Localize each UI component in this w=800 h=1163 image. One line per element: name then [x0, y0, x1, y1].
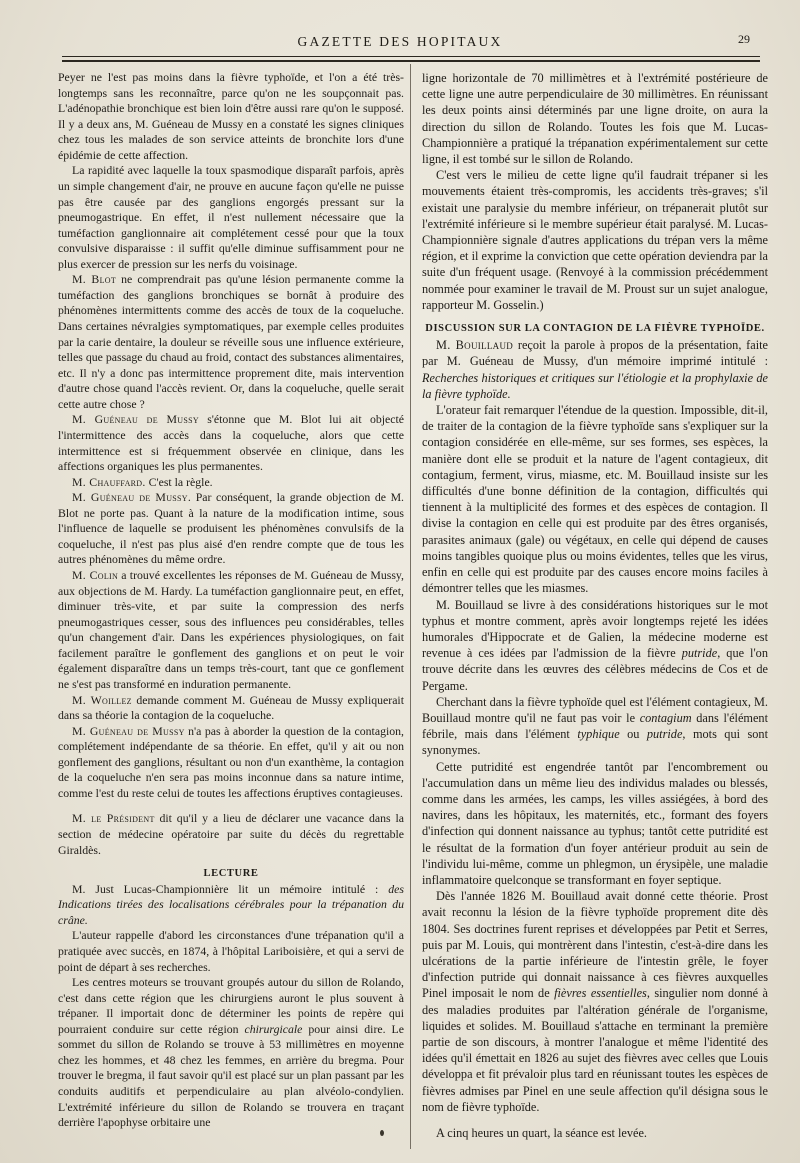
memoir-title: Recherches historiques et critiques sur l'étiologie et la prophylaxie de la fièvre typhoïde.	[422, 370, 768, 401]
speaker-name: M. Woillez	[72, 692, 132, 707]
paragraph	[422, 694, 768, 759]
speech-text: ne comprendrait pas qu'une lésion permanente comme la tuméfaction des ganglions bronchiques se bornât à produire des phénomènes intermittents comme des accès de toux de la coqueluche. Dans certaines névralgies symptomatiques, par exemple celles produites par la carie dentaire, la douleur se réveille sous une influence extérieure, telles que passage du chaud au froid, contact des substances alimentaires, etc. Il n'y a donc pas intermittence proprement dite, mais intervention d'autre chose quand l'accès revient. Or, dans la coqueluche, quelle serait cette autre chose ?	[58, 272, 404, 411]
memoir-title: des Indications tirées des localisations cérébrales pour la trépanation du crâne.	[58, 881, 404, 927]
paragraph	[58, 811, 404, 858]
speech-text: demande comment M. Guéneau de Mussy expliquerait dans sa théorie la contagion de la coqueluche.	[58, 692, 404, 723]
section-heading: LECTURE	[203, 868, 259, 880]
text-run: , que l'on trouve décrite dans les œuvres des célèbres médecins de Cos et de Pergame.	[422, 646, 768, 693]
paragraph	[58, 412, 404, 474]
speech-text: s'étonne que M. Blot lui ait objecté l'intermittence des accès dans la coqueluche, alors que cette intermittence est si fréquemment observée en clinique, dans les affections organiques les plus permanentes.	[58, 412, 405, 474]
header-rule-thick	[62, 60, 760, 62]
text-run: , singulier nom donné à des maladies produites par l'altération générale de l'organisme, liquides et solides. M. Bouillaud s'attache en terminant la première partie de son discours, à montrer l'analogue et même l'identité des idées qu'il émettait en 1826 au sujet des fièvres avec celles que Louis développa et fit prévaloir plus tard en réunissant toutes les espèces de fièvres admises par Pinel en une seule affection qu'il désigna sous le nom de fièvre typhoïde.	[422, 986, 768, 1114]
right-column	[422, 70, 768, 1141]
paragraph	[58, 975, 404, 1131]
paragraph	[422, 888, 768, 1115]
paragraph	[58, 568, 404, 693]
paragraph	[58, 693, 404, 724]
column-divider	[410, 64, 411, 1149]
paragraph: L'auteur rappelle d'abord les circonstances d'une trépanation qu'il a pratiquée avec succès, en 1874, à l'hôpital Lariboisière, et qui a servi de point de départ à ses recherches.	[58, 928, 404, 974]
paragraph: Peyer ne l'est pas moins dans la fièvre typhoïde, et l'on a été très-longtemps sans les reconnaître, parce qu'on ne les soupçonnait pas. L'adénopathie bronchique est bien loin d'être aussi rare qu'on le supposé. Il y a deux ans, M. Guéneau de Mussy en a constaté les signes cliniques chez tous les malades de son service atteints de bronchite lors d'une épidémie de cette affection.	[58, 70, 404, 162]
ink-dot	[380, 1130, 384, 1136]
text-run: M. Bouillaud se livre à des considérations historiques sur le mot typhus et montre comment, après avoir longtemps rejeté les idées humorales d'Hippocrate et de Galien, la médecine moderne est revenue à ces idées par l'admission de la fièvre	[422, 597, 768, 661]
paragraph	[58, 882, 404, 929]
speaker-name: M. Chauffard.	[72, 474, 146, 489]
speaker-name: M. Bouillaud	[436, 338, 514, 353]
speech-text: a trouvé excellentes les réponses de M. Guéneau de Mussy, aux objections de M. Hardy. La tuméfaction ganglionnaire peut, en effet, diminuer très-vite, et par suite la compression des nerfs pneumogastriques cesser, sous des influences peu considérables, telles qu'un changement d'air. Dans les expériences physiologiques, on fait facilement paraître le gonflement des ganglions et on peut le voir également disparaître dans un temps très-court, tant que ce gonflement ne s'est pas transformé en induration permanente.	[58, 568, 404, 691]
speaker-name: M. le Président	[72, 811, 155, 826]
left-column	[58, 70, 404, 1131]
text-run: M. Just Lucas-Championnière lit un mémoire intitulé :	[72, 881, 389, 896]
running-header: GAZETTE DES HOPITAUX	[297, 34, 503, 49]
text-run: reçoit la parole à propos de la présentation, faite par M. Guéneau de Mussy, d'un mémoire imprimé intitulé :	[422, 338, 769, 369]
paragraph: L'orateur fait remarquer l'étendue de la question. Impossible, dit-il, de traiter de la contagion de la fièvre typhoïde sans s'expliquer sur la contagion considérée en elle-même, sur ses formes, ses espèces, la manière dont elle se produit et la nature de l'agent contagieux, dit contagium, ferment, virus, miasme, etc. M. Bouillaud insiste sur les difficultés d'une bonne définition de la contagion, difficultés qui tiennent à la multiplicité des formes et des espèces de contagion. Il divise la contagion en celle qui est produite par des êtres organisés, parasites animaux (gale) ou végétaux, en celle qui dépend de causes moins tangibles quoique plus ou moins évidentes, telles que les virus, enfin en celle qui est produite par des causes encore moins faciles à démontrer telles que les miasmes.	[422, 403, 768, 596]
text-run: Dès l'année 1826 M. Bouillaud avait donné cette théorie. Prost avait reconnu la lésion de la fièvre typhoïde proprement dite dès 1804. Ses doctrines furent reprises et développées par Petit et Serres, puis par M. Louis, qui montrèrent dans l'intestin, c'est-à-dire dans les ulcérations de la partie inférieure de l'intestin grêle, le foyer d'infection putride qui donnait naissance à ces fièvres auxquelles Pinel imposait le nom de	[422, 889, 768, 1001]
header-rule-thin	[62, 56, 760, 57]
text-run: ou	[619, 727, 647, 742]
spacer	[58, 801, 404, 811]
speaker-name: M. Guéneau de Mussy	[72, 723, 185, 738]
speech-text: Par conséquent, la grande objection de M. Blot ne porte pas. Quant à la nature de la modification intime, sous l'influence de laquelle se produisent les phénomènes convulsifs de la coqueluche, il n'est pas plus aisé d'en rendre compte que de tous les autres phénomènes du même ordre.	[58, 490, 405, 567]
italic-run: putride	[681, 646, 718, 661]
text-run: pour ainsi dire. Le sommet du sillon de Rolando se trouve à 53 millimètres en moyenne chez les hommes, et 48 chez les femmes, en arrière du bregma. Pour trouver le bregma, il faut savoir qu'il est placé sur un plan passant par les conduits auditifs et perpendiculaire au plan alvéolo-condylien. L'extrémité inférieure du sillon de Rolando se trouvera en traçant derrière l'apophyse orbitaire une	[58, 1021, 404, 1130]
section-heading: DISCUSSION SUR LA CONTAGION DE LA FIÈVRE TYPHOÏDE.	[425, 323, 765, 335]
closing-line: A cinq heures un quart, la séance est levée.	[436, 1126, 648, 1140]
italic-run: fièvres essentielles	[554, 986, 647, 1001]
paragraph	[58, 490, 404, 568]
paragraph: La rapidité avec laquelle la toux spasmodique disparaît parfois, après un simple changement d'air, ne prouve en aucune façon qu'elle ne puisse pas être causée par des ganglions engorgés pressant sur la pneumogastrique. En effet, il n'est nullement nécessaire que la tuméfaction ganglionnaire ait complétement cessé pour que la toux convulsive disparaisse : il suffit qu'elle diminue suffisamment pour ne plus exercer de pression sur les nerfs du voisinage.	[58, 163, 404, 271]
paragraph: ligne horizontale de 70 millimètres et à l'extrémité postérieure de cette ligne une autre perpendiculaire de 30 millimètres. En réunissant les deux points ainsi déterminés par une ligne droite, on aura la direction du sillon de Rolando. Toutes les fois que M. Lucas-Championnière a pratiqué la trépanation expérimentalement sur cette ligne, il est tombé sur le sillon de Rolando.	[422, 71, 768, 167]
italic-run: typhique	[577, 727, 620, 742]
speaker-name: M. Guéneau de Mussy.	[72, 490, 192, 505]
speech-text: C'est la règle.	[145, 474, 213, 489]
italic-run: putride	[646, 727, 683, 742]
speech-text: dit qu'il y a lieu de déclarer une vacance dans la section de médecine opératoire par suite du décès du regrettable Giraldès.	[58, 811, 404, 857]
speaker-name: M. Guéneau de Mussy	[72, 412, 199, 427]
paragraph: C'est vers le milieu de cette ligne qu'il faudrait trépaner si les mouvements étaient très-compromis, les accidents très-graves; s'il existait une paralysie du membre inférieur, on trépanerait plutôt sur l'extrémité inférieure si le membre supérieur était paralysé. M. Lucas-Championnière signale d'autres applications du trépan vers la même région, et il exprime la conviction que cette opération deviendra par la suite d'un fréquent usage. (Renvoyé à la commission précédemment nommée pour examiner le travail de M. Proust sur un sujet analogue, rapporteur M. Gosselin.)	[422, 168, 768, 312]
text-run: Les centres moteurs se trouvant groupés autour du sillon de Rolando, c'est dans cette région que les chirurgiens auront le plus souvent à trépaner. Il importait donc de déterminer les points de repère qui pourraient conduire sur cette région	[58, 975, 404, 1036]
paragraph	[58, 724, 404, 802]
paragraph	[422, 597, 768, 694]
page-number: 29	[738, 32, 750, 46]
text-run: Cherchant dans la fièvre typhoïde quel est l'élément contagieux, M. Bouillaud montre qu'il ne faut pas voir le	[422, 694, 768, 725]
paragraph	[422, 337, 768, 402]
text-run: dans l'élément fébrile, mais dans l'élément	[422, 710, 769, 742]
spacer	[422, 1115, 768, 1125]
paragraph	[58, 272, 404, 412]
speech-text: n'a pas à aborder la question de la contagion, complétement indépendante de sa théorie. En effet, qu'il y ait ou non gonflement des ganglions, résultant ou non d'un exanthème, la contagion de la coqueluche n'en sera pas moins inconnue dans sa nature intime, comme l'est du reste celui de toutes les affections éruptives contagieuses.	[58, 723, 404, 800]
text-run: , mots qui sont synonymes.	[422, 727, 768, 758]
italic-run: contagium	[639, 710, 692, 725]
speaker-name: M. Blot	[72, 272, 117, 287]
paragraph	[58, 475, 404, 491]
italic-run: chirurgicale	[244, 1021, 303, 1036]
speaker-name: M. Colin	[72, 568, 119, 582]
paragraph: Cette putridité est engendrée tantôt par l'encombrement ou l'accumulation dans un même lieu des individus malades ou blessés, comme dans les armées, les camps, les villes assiégées, à bord des navires, dans les hôpitaux, les maternités, etc., formant des foyers d'infection qui donnent naissance au typhus; tantôt cette putridité est le résultat de la formation d'un foyer antérieur produit au sein de l'individu lui-même, comme un phlegmon, un érysipèle, une maladie inflammatoire quelconque se transformant en foyer septique.	[422, 759, 768, 887]
